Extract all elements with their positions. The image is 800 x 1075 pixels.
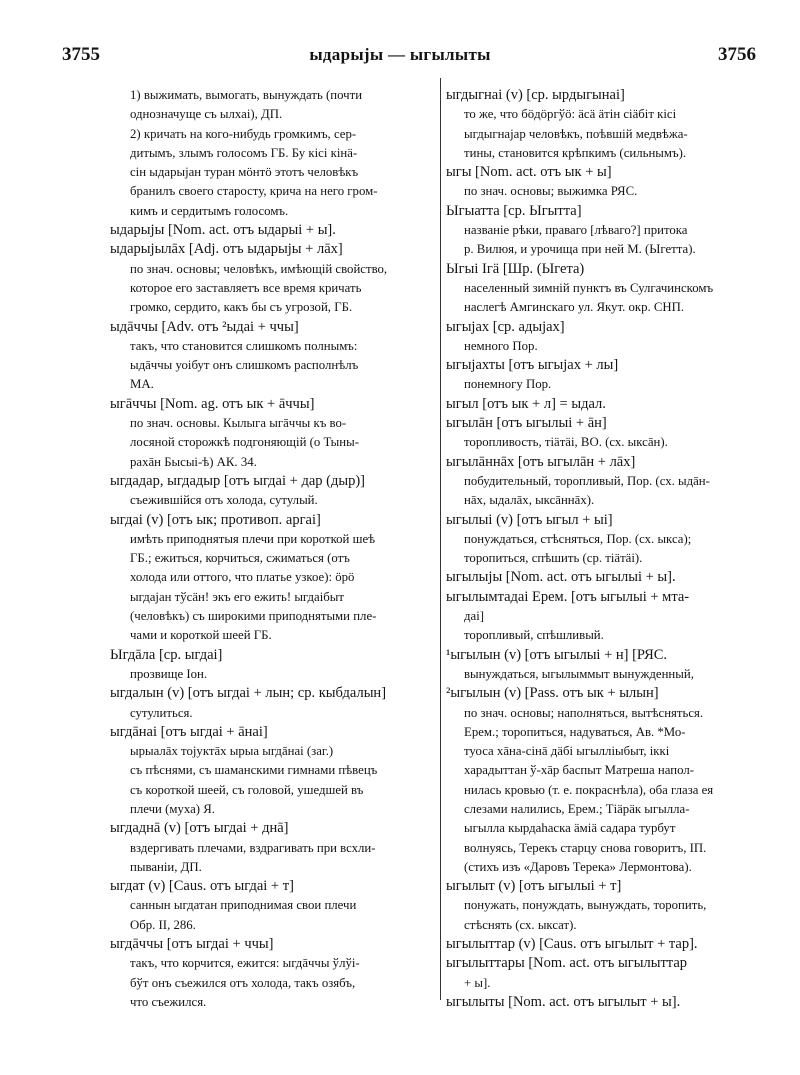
- entry-text-line: по знач. основы; выжимка РЯС.: [464, 184, 638, 199]
- entry-text-line: ГБ.; ежиться, корчиться, сжиматься (отъ: [130, 551, 350, 566]
- entry-text-line: харадыттан ў-хāр баспыт Матреша напол-: [464, 763, 694, 778]
- entry-headword-line: ыгылāннāх [отъ ыгылāн + лāх]: [446, 453, 636, 470]
- entry-text-line: имѣть приподнятыя плечи при короткой шеѣ: [130, 531, 376, 546]
- entry-headword-line: ыгдалын (v) [отъ ыгдаі + лын; ср. кыбдалын]: [110, 685, 387, 702]
- entry-text-line: бўт онъ съежился отъ холода, такъ озябъ,: [130, 975, 356, 990]
- entry-headword-line: Ыгыатта [ср. Ыгытта]: [446, 202, 582, 219]
- entry-text-line: съ короткой шеей, съ головой, ушедшей въ: [130, 782, 364, 797]
- entry-text-line: (стихъ изъ «Даровъ Терека» Лермонтова).: [464, 859, 692, 874]
- entry-text-line: (человѣкъ) съ широкими приподнятыми пле-: [130, 609, 377, 624]
- entry-text-line: по знач. основы. Кылыга ыгāччы къ во-: [130, 416, 347, 431]
- entry-text-line: вынуждаться, ыгылыммыт вынужденный,: [464, 666, 694, 681]
- entry-text-line: 2) кричать на кого-нибудь громкимъ, сер-: [130, 126, 357, 141]
- page-number-right: 3756: [718, 44, 756, 65]
- entry-headword-line: ыгдат (v) [Caus. отъ ыгдаі + т]: [110, 878, 294, 895]
- entry-text-line: громко, сердито, какъ бы съ угрозой, ГБ.: [130, 300, 353, 315]
- entry-text-line: холода или оттого, что платье узкое): öрö: [130, 570, 355, 585]
- entry-text-line: МА.: [130, 377, 154, 392]
- entry-headword-line: ыгылыттар (v) [Caus. отъ ыгылыт + тар].: [446, 936, 698, 953]
- column-divider: [440, 78, 441, 1000]
- entry-text-line: чами и короткой шеей ГБ.: [130, 628, 272, 643]
- entry-text-line: Обр. II, 286.: [130, 917, 196, 932]
- entry-text-line: немного Пор.: [464, 338, 538, 353]
- running-title: ыдарыјы — ыгылыты: [309, 45, 491, 64]
- entry-headword-line: ыдāччы [Adv. отъ ²ыдаі + ччы]: [110, 318, 299, 335]
- entry-text-line: однозначуще съ ылхаі), ДП.: [130, 107, 283, 122]
- entry-text-line: ырыалāх тојуктāх ырыа ыгдāнаі (заг.): [130, 744, 334, 759]
- entry-headword-line: ыгдаі (v) [отъ ык; противоп. аргаі]: [110, 511, 321, 528]
- entry-text-line: торопливость, тіäтäі, ВО. (сх. ыксāн).: [464, 435, 668, 450]
- right-column: [446, 86, 762, 1012]
- entry-text-line: бранилъ своего старосту, крича на него гром-: [130, 184, 378, 199]
- entry-text-line: кимъ и сердитымъ голосомъ.: [130, 203, 289, 218]
- entry-text-line: по знач. основы; человѣкъ, имѣющій свойство,: [130, 261, 388, 276]
- entry-text-line: 1) выжимать, вымогать, вынуждать (почти: [130, 88, 363, 102]
- entry-text-line: пываніи, ДП.: [130, 859, 202, 874]
- left-column: [110, 86, 436, 1012]
- entry-headword-line: ыдарыјылāх [Adj. отъ ыдарыјы + лāх]: [110, 241, 343, 258]
- entry-text-line: понуждаться, стѣсняться, Пор. (сх. ыкса);: [464, 531, 692, 546]
- page-header: [0, 44, 800, 68]
- entry-headword-line: ыгдāнаі [отъ ыгдаі + āнаі]: [110, 723, 268, 740]
- entry-text-line: дитымъ, злымъ голосомъ ГБ. Бу кісі кінä-: [130, 145, 358, 160]
- entry-text-line: волнуясь, Терекъ старцу снова говоритъ, ІП.: [464, 840, 707, 855]
- entry-text-line: такъ, что становится слишкомъ полнымъ:: [130, 338, 358, 353]
- entry-headword-line: ыгы [Nom. act. отъ ык + ы]: [446, 164, 612, 181]
- entry-headword-line: ыгдāччы [отъ ыгдаі + ччы]: [110, 936, 274, 953]
- entry-headword-line: ыгдыгнаі (v) [ср. ырдыгынаі]: [446, 87, 625, 103]
- entry-text-line: нилась кровью (т. е. покраснѣла), оба глаза ея: [464, 782, 714, 797]
- entry-headword-line: ыгылыты [Nom. act. отъ ыгылыт + ы].: [446, 993, 681, 1010]
- entry-text-line: по знач. основы; наполняться, вытѣсняться.: [464, 705, 704, 720]
- entry-headword-line: ыдарыјы [Nom. act. отъ ыдарыі + ы].: [110, 222, 336, 239]
- entry-text-line: то же, что бöдöргўö: äсä äтін сіäбіт кісі: [464, 107, 677, 122]
- entry-headword-line: Ыгыі Ігä [Шр. (Ыгета): [446, 260, 585, 277]
- entry-text-line: названіе рѣки, праваго [лѣваго?] притока: [464, 223, 688, 238]
- entry-text-line: сін ыдарыјан туран мöнтö этотъ человѣкъ: [130, 165, 359, 180]
- entry-text-line: понемногу Пор.: [464, 377, 552, 392]
- entry-headword-line: ыгылымтадаі Ерем. [отъ ыгылыі + мта-: [446, 588, 690, 605]
- entry-text-line: такъ, что корчится, ежится: ыгдāччы ўлўі-: [130, 956, 360, 971]
- entry-text-line: торопливый, спѣшливый.: [464, 628, 604, 643]
- entry-text-line: прозвище Іон.: [130, 666, 208, 681]
- entry-headword-line: ыгыјах [ср. адыјах]: [446, 318, 565, 335]
- entry-headword-line: ыгылāн [отъ ыгылыі + āн]: [446, 415, 607, 432]
- entry-text-line: что съежился.: [130, 994, 207, 1009]
- entry-text-line: + ы].: [464, 975, 491, 990]
- entry-text-line: побудительный, торопливый, Пор. (сх. ыдāн-: [464, 473, 710, 488]
- entry-headword-line: ¹ыгылын (v) [отъ ыгылыі + н] [РЯС.: [446, 646, 668, 663]
- entry-text-line: сутулиться.: [130, 705, 193, 720]
- entry-headword-line: ыгылыттары [Nom. act. отъ ыгылыттар: [446, 955, 688, 972]
- entry-text-line: ыгдыгнајар человѣкъ, поѣвшій медвѣжа-: [464, 126, 688, 141]
- entry-headword-line: ²ыгылын (v) [Pass. отъ ык + ылын]: [446, 685, 659, 702]
- entry-text-line: ыдāччы уоібут онъ слишкомъ располнѣлъ: [130, 358, 359, 373]
- entry-text-line: съ пѣснями, съ шаманскими гимнами пѣвецъ: [130, 763, 378, 778]
- entry-text-line: населенный зимній пунктъ въ Сулгачинскомъ: [464, 280, 714, 295]
- entry-headword-line: ыгдаднā (v) [отъ ыгдаі + днā]: [110, 820, 289, 837]
- entry-headword-line: ыгылыі (v) [отъ ыгыл + ыі]: [446, 511, 613, 528]
- entry-text-line: р. Вилюя, и урочища при ней М. (Ыгетта).: [464, 242, 696, 257]
- entry-text-line: наслегѣ Амгинскаго ул. Якут. окр. СНП.: [464, 300, 685, 315]
- entry-text-line: стѣснять (сх. ыксат).: [464, 917, 577, 932]
- entry-text-line: слезами налились, Ерем.; Тіäрäк ыгылла-: [464, 801, 690, 816]
- entry-headword-line: ыгыл [отъ ык + л] = ыдал.: [446, 395, 606, 412]
- entry-text-line: нāх, ыдалāх, ыксāннāх).: [464, 493, 595, 508]
- entry-headword-line: Ыгдāла [ср. ыгдаі]: [110, 646, 223, 663]
- entry-text-line: Ерем.; торопиться, надуваться, Ав. *Мо-: [464, 724, 686, 739]
- entry-headword-line: ыгылыт (v) [отъ ыгылыі + т]: [446, 878, 622, 895]
- entry-text-line: плечи (муха) Я.: [130, 801, 215, 816]
- entry-text-line: торопиться, спѣшить (ср. тіäтäі).: [464, 551, 643, 566]
- entry-text-line: саннын ыгдатан приподнимая свои плечи: [130, 898, 357, 913]
- entry-text-line: вздергивать плечами, вздрагивать при всхли-: [130, 840, 376, 855]
- entry-text-line: рахāн Бысыі-ѣ) АК. 34.: [130, 454, 257, 469]
- entry-text-line: ыгылла кырдаһаска äміä садара турбут: [464, 821, 676, 836]
- entry-headword-line: ыгылыјы [Nom. act. отъ ыгылыі + ы].: [446, 569, 676, 586]
- entry-text-line: тины, становится крѣпкимъ (сильнымъ).: [464, 145, 687, 160]
- entry-text-line: туоса хāна-сінā дäбі ыгылліыбыт, іккі: [464, 744, 670, 759]
- entry-text-line: которое его заставляетъ все время кричать: [130, 280, 362, 295]
- entry-text-line: съежившійся отъ холода, сутулый.: [130, 493, 318, 508]
- entry-headword-line: ыгāччы [Nom. ag. отъ ык + āччы]: [110, 395, 315, 412]
- entry-text-line: понужать, понуждать, вынуждать, торопить,: [464, 898, 707, 913]
- page-number-left: 3755: [62, 44, 100, 65]
- entry-text-line: лосяной сторожкѣ подгоняющій (о Тыны-: [130, 435, 359, 450]
- entry-headword-line: ыгдадар, ыгдадыр [отъ ыгдаі + дар (дыр)]: [110, 472, 365, 489]
- entry-text-line: ыгдајан тўсäн! экъ его ежить! ыгдаібыт: [130, 589, 344, 604]
- entry-headword-line: ыгыјахты [отъ ыгыјах + лы]: [446, 357, 619, 374]
- entry-text-line: даі]: [464, 609, 485, 624]
